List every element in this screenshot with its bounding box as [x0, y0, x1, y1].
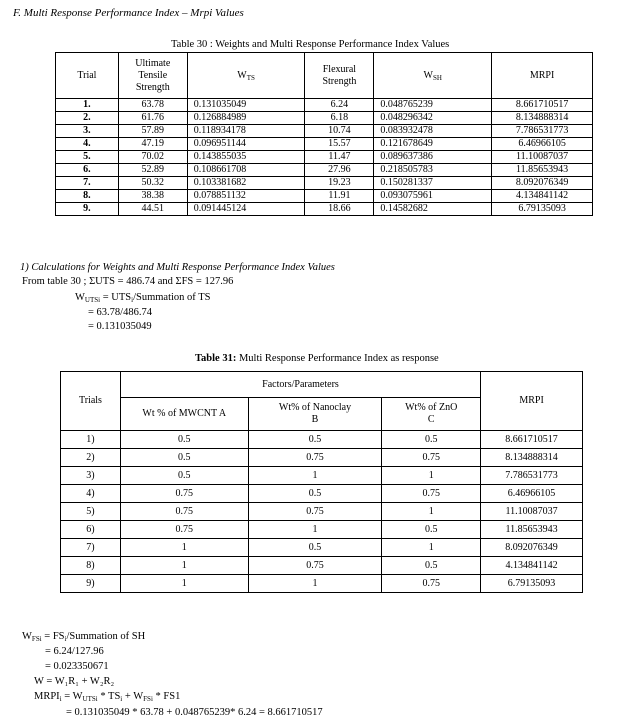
- table-cell: 19.23: [305, 177, 374, 190]
- table31-caption: Table 31: Multi Response Performance Index as response: [195, 353, 439, 364]
- table-row: [56, 112, 593, 125]
- table-cell: 18.66: [305, 203, 374, 216]
- table-row: [61, 521, 583, 539]
- table-cell: 6.24: [305, 99, 374, 112]
- header-factor-a: Wt % of MWCNT A: [120, 398, 248, 431]
- table30: [55, 52, 593, 216]
- calc2-line-2: = 6.24/127.96: [45, 646, 104, 657]
- table-cell: 0.5: [382, 431, 481, 449]
- calc-line-1: From table 30 ; ΣUTS = 486.74 and ΣFS = 127.96: [22, 276, 234, 287]
- table-cell: 8.661710517: [481, 431, 583, 449]
- table-cell: 0.5: [248, 485, 382, 503]
- table-row: [56, 99, 593, 112]
- table-cell: 0.121678649: [374, 138, 492, 151]
- table-cell: 5): [61, 503, 121, 521]
- table-cell: 0.103381682: [187, 177, 305, 190]
- header-factor-b: Wt% of Nanoclay B: [248, 398, 382, 431]
- table-cell: 0.078851132: [187, 190, 305, 203]
- table-cell: 11.10087037: [481, 503, 583, 521]
- table-cell: 1: [382, 467, 481, 485]
- table-cell: 8.092076349: [481, 539, 583, 557]
- table-cell: 2): [61, 449, 121, 467]
- table-cell: 0.096951144: [187, 138, 305, 151]
- table-cell: 0.5: [120, 449, 248, 467]
- table-cell: 8.661710517: [492, 99, 593, 112]
- table-cell: 11.10087037: [492, 151, 593, 164]
- table-cell: 0.089637386: [374, 151, 492, 164]
- table-cell: 8.134888314: [492, 112, 593, 125]
- table-cell: 4.134841142: [492, 190, 593, 203]
- table-cell: 0.75: [120, 503, 248, 521]
- table-cell: 0.75: [120, 521, 248, 539]
- table-cell: 2.: [56, 112, 119, 125]
- header-mrpi: MRPI: [481, 372, 583, 431]
- table-cell: 9.: [56, 203, 119, 216]
- table-cell: 0.75: [248, 503, 382, 521]
- table-cell: 1: [120, 575, 248, 593]
- header-trial: Trial: [56, 53, 119, 99]
- header-wts: $W_{TS}$: [187, 53, 305, 99]
- table-cell: 0.5: [120, 431, 248, 449]
- table-cell: 3): [61, 467, 121, 485]
- table-cell: 0.143855035: [187, 151, 305, 164]
- header-wsh: $W_{SH}$: [374, 53, 492, 99]
- header-factors: Factors/Parameters: [120, 372, 480, 398]
- table-row: [56, 151, 593, 164]
- table-cell: 6.18: [305, 112, 374, 125]
- table-cell: 7): [61, 539, 121, 557]
- table-cell: 0.14582682: [374, 203, 492, 216]
- table-cell: 4.134841142: [481, 557, 583, 575]
- table-cell: 6.79135093: [492, 203, 593, 216]
- table-cell: 6.79135093: [481, 575, 583, 593]
- table-cell: 44.51: [118, 203, 187, 216]
- table-cell: 6.46966105: [481, 485, 583, 503]
- table-row: [56, 125, 593, 138]
- table-row: [61, 431, 583, 449]
- calc2-line-1: $W_{FSi}$ = $FS_i$/Summation of SH: [22, 631, 146, 643]
- table-cell: 0.75: [382, 485, 481, 503]
- table-cell: 0.091445124: [187, 203, 305, 216]
- table-cell: 7.786531773: [481, 467, 583, 485]
- table-cell: 0.126884989: [187, 112, 305, 125]
- header-factor-c: Wt% of ZnO C: [382, 398, 481, 431]
- table-row: [61, 449, 583, 467]
- table-cell: 0.048296342: [374, 112, 492, 125]
- table-cell: 57.89: [118, 125, 187, 138]
- table-cell: 1: [120, 557, 248, 575]
- table-cell: 50.32: [118, 177, 187, 190]
- table-cell: 1.: [56, 99, 119, 112]
- table-cell: 0.75: [382, 449, 481, 467]
- table-cell: 1: [382, 503, 481, 521]
- table-cell: 11.91: [305, 190, 374, 203]
- table-row: [61, 503, 583, 521]
- calc2-line-6: = 0.131035049 * 63.78 + 0.048765239* 6.24 = 8.661710517: [66, 707, 323, 718]
- table-cell: 0.218505783: [374, 164, 492, 177]
- table-row: [61, 485, 583, 503]
- table-cell: 7.: [56, 177, 119, 190]
- table-cell: 1: [382, 539, 481, 557]
- table-cell: 6): [61, 521, 121, 539]
- table-row: [61, 467, 583, 485]
- table-cell: 0.131035049: [187, 99, 305, 112]
- table-cell: 47.19: [118, 138, 187, 151]
- table-row: [56, 203, 593, 216]
- table-cell: 9): [61, 575, 121, 593]
- table-cell: 61.76: [118, 112, 187, 125]
- calc2-line-4: W = W₁R₁ + W₂R₂: [34, 676, 115, 687]
- table-cell: 0.5: [248, 431, 382, 449]
- calc-heading: 1) Calculations for Weights and Multi Response Performance Index Values: [20, 262, 335, 273]
- table-row: [61, 557, 583, 575]
- header-fs: Flexural Strength: [305, 53, 374, 99]
- table-cell: 6.: [56, 164, 119, 177]
- table-cell: 0.75: [120, 485, 248, 503]
- table31: [60, 371, 583, 593]
- table-cell: 8.134888314: [481, 449, 583, 467]
- table-cell: 27.96: [305, 164, 374, 177]
- table-cell: 11.85653943: [481, 521, 583, 539]
- table-cell: 10.74: [305, 125, 374, 138]
- table30-header-row: [56, 53, 593, 99]
- calc-line-2: $W_{UTSi}$ = $UTS_i$/Summation of TS: [75, 292, 211, 304]
- table-cell: 8): [61, 557, 121, 575]
- table30-caption: Table 30 : Weights and Multi Response Performance Index Values: [171, 39, 450, 50]
- table-cell: 0.5: [248, 539, 382, 557]
- table-cell: 4.: [56, 138, 119, 151]
- calc2-line-3: = 0.023350671: [45, 661, 109, 672]
- table-cell: 0.5: [120, 467, 248, 485]
- table-row: [61, 575, 583, 593]
- table-cell: 1: [248, 575, 382, 593]
- header-uts: Ultimate Tensile Strength: [118, 53, 187, 99]
- table-cell: 70.02: [118, 151, 187, 164]
- table-cell: 1): [61, 431, 121, 449]
- table-cell: 5.: [56, 151, 119, 164]
- table-cell: 15.57: [305, 138, 374, 151]
- table-cell: 11.85653943: [492, 164, 593, 177]
- table-cell: 63.78: [118, 99, 187, 112]
- calc-line-4: = 0.131035049: [88, 321, 152, 332]
- header-trials: Trials: [61, 372, 121, 431]
- table-cell: 0.118934178: [187, 125, 305, 138]
- table-cell: 0.5: [382, 521, 481, 539]
- table-row: [56, 177, 593, 190]
- table-row: [56, 164, 593, 177]
- table-cell: 7.786531773: [492, 125, 593, 138]
- table-cell: 8.092076349: [492, 177, 593, 190]
- table-cell: 6.46966105: [492, 138, 593, 151]
- calc2-line-5: $MRPI_i = W_{UTSi} * TS_i + W_{FSi} * FS1$: [34, 691, 181, 703]
- table-cell: 0.048765239: [374, 99, 492, 112]
- table-cell: 0.093075961: [374, 190, 492, 203]
- table-cell: 1: [248, 467, 382, 485]
- table-cell: 3.: [56, 125, 119, 138]
- table-cell: 1: [120, 539, 248, 557]
- calc-line-3: = 63.78/486.74: [88, 307, 152, 318]
- table-cell: 52.89: [118, 164, 187, 177]
- table-cell: 0.75: [248, 557, 382, 575]
- table-row: [56, 138, 593, 151]
- header-mrpi: MRPI: [492, 53, 593, 99]
- table-cell: 38.38: [118, 190, 187, 203]
- table-cell: 1: [248, 521, 382, 539]
- table-cell: 0.150281337: [374, 177, 492, 190]
- section-heading: F. Multi Response Performance Index – Mrpi Values: [13, 7, 244, 19]
- table-cell: 0.75: [382, 575, 481, 593]
- table-cell: 0.083932478: [374, 125, 492, 138]
- table-cell: 8.: [56, 190, 119, 203]
- table-cell: 11.47: [305, 151, 374, 164]
- table-cell: 4): [61, 485, 121, 503]
- table-cell: 0.108661708: [187, 164, 305, 177]
- table-cell: 0.75: [248, 449, 382, 467]
- table-cell: 0.5: [382, 557, 481, 575]
- table-row: [61, 539, 583, 557]
- table-row: [56, 190, 593, 203]
